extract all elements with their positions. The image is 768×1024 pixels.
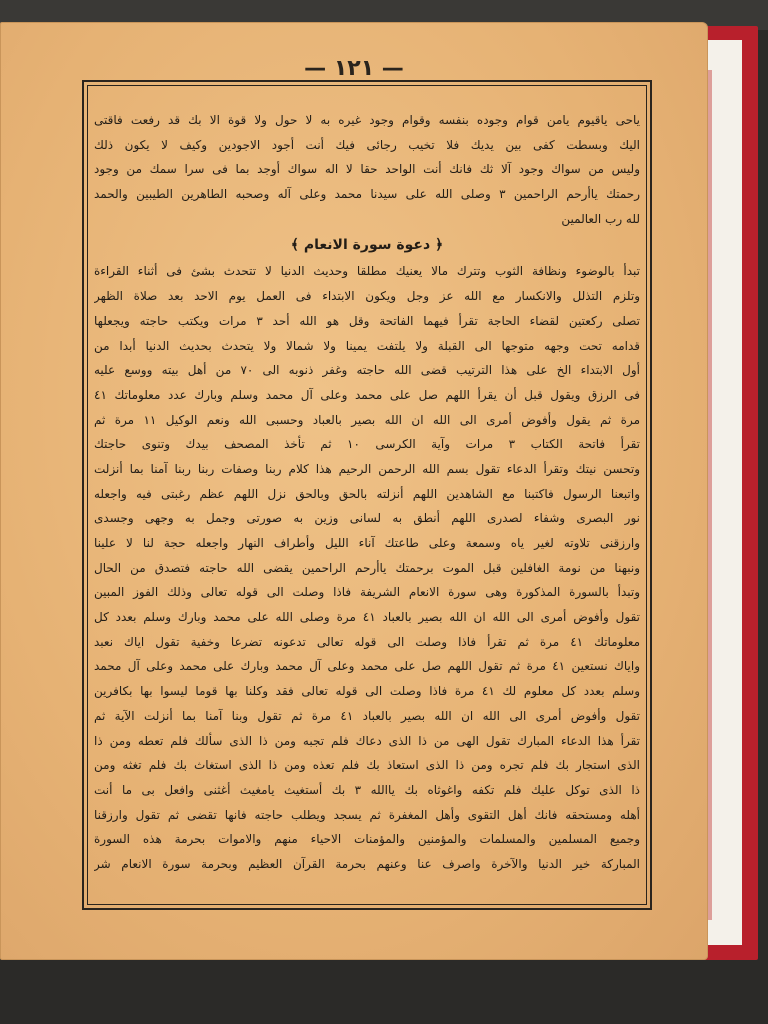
- text-line: لله رب العالمين: [561, 211, 640, 226]
- text-line: واياك نستعين ٤١ مرة ثم تقول اللهم صل على محمد وعلى آل محمد وبارك على محمد وعلى آل محمد: [94, 659, 640, 674]
- text-line: ذا الذى توكل عليك فلم تكفه واغوثاه بك ياالله ٣ بك أستغيث يامغيث أغثنى وافعل بى ما أنت: [94, 782, 640, 797]
- text-line: وارزقنى تلاوته لغير ياه وسمعة وعلى طاعتك آناء الليل وأطراف النهار واجعله حجة لنا لا علينا: [94, 536, 640, 550]
- page-text: [94, 108, 640, 908]
- text-line: المباركة خير الدنيا والآخرة واصرف عنا وعنهم بحرمة القرآن العظيم وبحرمة سورة الانعام شر: [94, 856, 640, 871]
- text-line: وتبدأ بالسورة المذكورة وهى سورة الانعام الشريفة فاذا وصلت الى قوله تعالى وذلك الفوز المبين: [94, 585, 640, 600]
- text-line: أهله ومستحقه فانك أهل التقوى وأهل المغفرة ثم يسجد ويطلب حاجته فانها تقضى ثم تقول وارزقنا: [94, 807, 640, 822]
- text-line: تقول وأفوض أمرى الى الله ان الله بصير بالعباد ٤١ مرة ثم تقول وبنا آمنا بما أنزلت الآية ثم: [94, 708, 640, 723]
- text-line: اليك وبسطت كفى بين يديك فلا تخيب رجائى فيك أنت أجود الاجودين وكيف لا يكون ذلك: [94, 137, 640, 152]
- text-line: نور البصرى وشفاء لصدرى اللهم أنطق به لسانى وزين به صورتى وجمل به وجهى وجسدى: [94, 511, 640, 526]
- text-line: وتحسن نيتك وتقرأ الدعاء تقول بسم الله الرحمن الرحيم هذا كلام ربنا وصفات ربنا ربنا آمنا بما أنزلت: [94, 461, 640, 476]
- section-heading: ﴿ دعوة سورة الانعام ﴾: [290, 237, 444, 254]
- text-line: تقول وأفوض أمرى الى الله ان الله بصير بالعباد ٤١ مرة وصلى الله على محمد وبارك وسلم بعدد كل: [94, 610, 640, 625]
- page-number: — ١٢١ —: [304, 56, 404, 81]
- text-frame: [82, 80, 652, 910]
- text-line: تبدأ بالوضوء ونظافة الثوب وتترك مالا يعنيك مطلقا وحديث الدنيا لا تتحدث بشئ فى أثناء القراءة: [94, 264, 640, 279]
- text-line: معلوماتك ٤١ مرة ثم تقرأ فاذا وصلت الى قوله تعالى تدعونه تضرعا وخفية تقول اياك نعبد: [94, 634, 640, 649]
- text-line: وتلزم التذلل والانكسار مع الله عز وجل ويكون الابتداء فى العمل يوم الاحد بعد صلاة الظهر: [94, 289, 640, 304]
- text-line: وليس من سواك وجود آلا ثك فانك أنت الواحد حقا لا اله سواك أوجد بما فى سرا سمك من وجود: [94, 162, 640, 177]
- text-line: قدامه تحت وجهه متوجها الى القبلة ولا يلتفت يمينا ولا شمالا ولا يتحدث بحديث الدنيا أبدا من: [94, 338, 640, 353]
- text-line: تقرأ هذا الدعاء المبارك تقول الهى من ذا الذى دعاك فلم تجبه ومن ذا الذى سألك فلم تعطه ومن ذا: [94, 733, 640, 748]
- text-line: وسلم بعدد كل معلوم لك ٤١ مرة فاذا وصلت الى قوله تعالى فقد وكلنا بها قوما ليسوا بها بكافرين: [94, 684, 640, 699]
- text-line: الذى استجار بك فلم تجره ومن ذا الذى استعاذ بك فلم تعذه ومن ذا الذى استغاث بك فلم تغثه ومن: [94, 758, 640, 773]
- text-line: واتبعنا الرسول فاكتبنا مع الشاهدين اللهم أنزلته بالحق وبالحق نزل اللهم عظم رغبتى فيه واجعله: [94, 486, 640, 501]
- text-line: أول الابتداء الخ على هذا الترتيب قضى الله حاجته وغفر ذنوبه الى ٧٠ من أهل بيته ووسع عليه: [94, 363, 640, 378]
- text-line: فى الرزق ويقول قبل أن يقرأ اللهم صل على محمد وعلى آل محمد وسلم وبارك عدد معلوماتك ٤١: [94, 387, 640, 402]
- text-line: تصلى ركعتين لقضاء الحاجة تقرأ فيهما الفاتحة وقل هو الله أحد ٣ مرات ويكتب حاجته ويجعلها: [94, 313, 640, 328]
- text-line: مرة ثم يقول وأفوض أمرى الى الله ان الله بصير بالعباد وحسبى الله ونعم الوكيل ١١ مرة ثم: [94, 412, 640, 427]
- text-line: تقرأ فاتحة الكتاب ٣ مرات وآية الكرسى ١٠ ثم تأخذ المصحف بيدك وتنوى حاجتك: [94, 437, 640, 452]
- book-page: [0, 22, 708, 960]
- text-line: ونبهنا من نومة الغافلين قبل الموت برحمتك ياأرحم الراحمين يقضى الله حاجته فتصدق من الحال: [94, 560, 640, 575]
- text-line: رحمتك ياأرحم الراحمين ٣ وصلى الله على سيدنا محمد وعلى آله وصحبه الطاهرين الطيبين والحمد: [94, 187, 640, 202]
- text-line: وجميع المسلمين والمسلمات والمؤمنين والمؤمنات الاحياء منهم والاموات بحرمة هذه السورة: [94, 832, 640, 847]
- text-line: ياحى ياقيوم يامن قوام وجوده بنفسه وقوام وجود غيره به لا حول ولا قوة الا بك قد رفعت فاقتى: [94, 113, 640, 127]
